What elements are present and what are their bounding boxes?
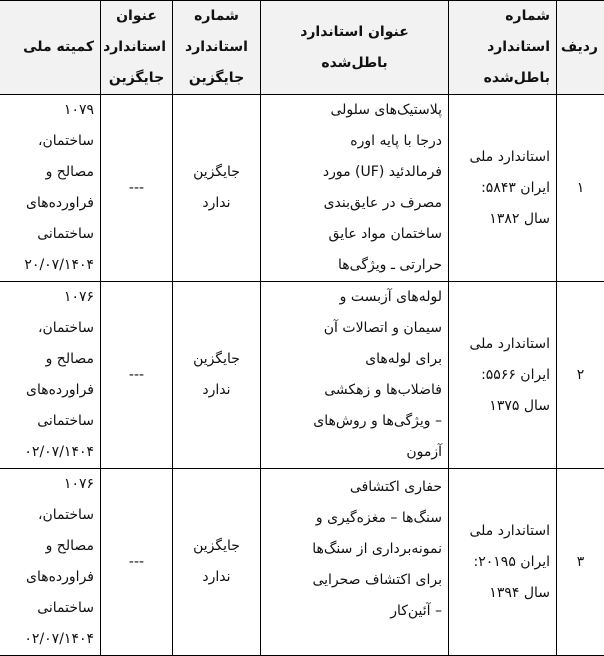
header-replacement-number: شماره استاندارد جایگزین bbox=[173, 1, 261, 95]
cell-replacement-number: جایگزین ندارد bbox=[173, 282, 261, 469]
cell-cancelled-title: پلاستیک‌های سلولی درجا با پایه اوره فرمالدئید (UF) مورد مصرف در عایق‌بندی ساختمان مواد عایق حرارتی ـ ویژگی‌ها bbox=[261, 95, 449, 282]
header-row-number: ردیف bbox=[557, 1, 604, 95]
cell-cancelled-number: استاندارد ملی ایران ۵۸۴۳: سال ۱۳۸۲ bbox=[449, 95, 557, 282]
cell-replacement-title: --- bbox=[101, 282, 173, 469]
header-cancelled-number: شماره استاندارد باطل‌شده bbox=[449, 1, 557, 95]
cell-committee: ۱۰۷۶ ساختمان، مصالح و فراورده‌های ساختمانی ۰۲/۰۷/۱۴۰۴ bbox=[0, 282, 101, 469]
table-row bbox=[0, 282, 604, 469]
header-replacement-title: عنوان استاندارد جایگزین bbox=[101, 1, 173, 95]
header-row bbox=[0, 1, 604, 95]
cell-row-number: ۲ bbox=[557, 282, 604, 469]
cell-cancelled-number: استاندارد ملی ایران ۲۰۱۹۵: سال ۱۳۹۴ bbox=[449, 469, 557, 656]
cell-replacement-title: --- bbox=[101, 469, 173, 656]
cell-cancelled-title: لوله‌های آزبست و سیمان و اتصالات آن برای لوله‌های فاضلاب‌ها و زهکشی – ویژگی‌ها و روش‌های آزمون bbox=[261, 282, 449, 469]
cell-row-number: ۱ bbox=[557, 95, 604, 282]
cell-cancelled-number: استاندارد ملی ایران ۵۵۶۶: سال ۱۳۷۵ bbox=[449, 282, 557, 469]
cell-replacement-title: --- bbox=[101, 95, 173, 282]
cell-row-number: ۳ bbox=[557, 469, 604, 656]
cell-replacement-number: جایگزین ندارد bbox=[173, 469, 261, 656]
cell-replacement-number: جایگزین ندارد bbox=[173, 95, 261, 282]
cell-committee: ۱۰۷۹ ساختمان، مصالح و فراورده‌های ساختمانی ۲۰/۰۷/۱۴۰۴ bbox=[0, 95, 101, 282]
cell-committee: ۱۰۷۶ ساختمان، مصالح و فراورده‌های ساختمانی ۰۲/۰۷/۱۴۰۴ bbox=[0, 469, 101, 656]
table-row bbox=[0, 95, 604, 282]
cell-cancelled-title: حفاری اکتشافی سنگ‌ها – مغزه‌گیری و نمونه‌برداری از سنگ‌ها برای اکتشاف صحرایی – آئین‌کار bbox=[261, 469, 449, 656]
header-committee: کمیته ملی bbox=[0, 1, 101, 95]
header-cancelled-title: عنوان استاندارد باطل‌شده bbox=[261, 1, 449, 95]
table-row bbox=[0, 469, 604, 656]
